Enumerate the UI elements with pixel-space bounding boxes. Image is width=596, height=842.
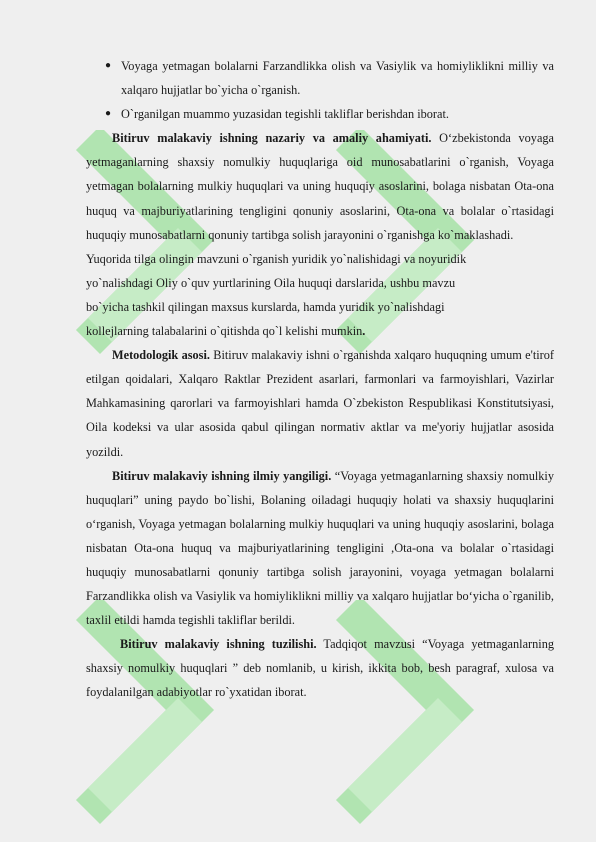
paragraph-line: Yuqorida tilga olingin mavzuni o`rganish yuridik yo`nalishidagi va noyuridik xyxy=(86,251,467,266)
bullet-text: Voyaga yetmagan bolalarni Farzandlikka olish va Vasiylik va homiyliklikni milliy va xalqaro hujjatlar bo`yicha o`rganish. xyxy=(121,59,554,98)
paragraph-line: kollejlarning talabalarini o`qitishda qo`l kelishi mumkin xyxy=(86,324,363,339)
bullet-icon: ● xyxy=(105,108,112,120)
paragraph-heading: Bitiruv malakaviy ishning tuzilishi. xyxy=(120,637,317,652)
paragraph-significance xyxy=(86,126,554,246)
list-item xyxy=(86,102,554,126)
paragraph-end-mark: . xyxy=(362,324,366,339)
paragraph-heading: Bitiruv malakaviy ishning ilmiy yangiligi. xyxy=(112,468,332,483)
list-item xyxy=(86,54,554,102)
paragraph-text: “Voyaga yetmaganlarning shaxsiy nomulkiy huquqlari” uning paydo bo`lishi, Bolaning oiladagi huquqiy holati va shaxsiy huquqlarini o‘rganish, Voyaga yetmagan bolalarning mulkiy huquqlari va uning huquqiy asoslarini, bolaga nisbatan Ota-ona huquq va majburiyatlarining tengligini ,Ota-ona va bolalar o`rtasidagi huquqiy munosabatlarni qonuniy tartibga solish jarayonini, voyaga yetmagan bolalarni Farzandlikka olish va Vasiylik va homiyliklikni milliy va xalqaro hujjatlar bo‘yicha o`rganilib, taxlil etildi hamda tegishli takliflar berildi. xyxy=(86,468,554,628)
paragraph-text: Tadqiqot mavzusi “Voyaga yetmaganlarning shaxsiy nomulkiy huquqlari ” deb nomlanib, u kirish, ikkita bob, besh paragraf, xulosa va foydalanilgan adabiyotlar ro`yxatidan iborat. xyxy=(86,637,554,700)
bullet-icon: ● xyxy=(105,60,112,71)
paragraph-text: O‘zbekistonda voyaga yetmaganlarning shaxsiy nomulkiy huquqlariga oid munosabatlarini o`rganish, Voyaga yetmagan bolalarning mulkiy huquqlari va uning huquqiy asoslarini, bolaga nisbatan Ota-ona huquq va majburiyatlarining tengligini qonuniy asoslarini, Ota-ona va bolalar o`rtasidagi huquqiy munosabatlarni qonuniy tartibga solish jarayonini o`rganishga ko`maklashadi. xyxy=(86,131,555,242)
bullet-list xyxy=(86,54,554,126)
paragraph-line: yo`nalishdagi Oliy o`quv yurtlarining Oila huquqi darslarida, ushbu mavzu xyxy=(86,275,456,290)
paragraph-heading: Bitiruv malakaviy ishning nazariy va amaliy ahamiyati. xyxy=(112,131,432,146)
paragraph-line: bo`yicha tashkil qilingan maxsus kurslarda, hamda yuridik yo`nalishdagi xyxy=(86,299,445,314)
document-body xyxy=(86,54,554,705)
bullet-text: O`rganilgan muammo yuzasidan tegishli takliflar berishdan iborat. xyxy=(121,107,449,122)
paragraph-heading: Metodologik asosi. xyxy=(112,348,210,363)
paragraph-novelty xyxy=(86,464,554,633)
paragraph-application xyxy=(86,247,554,343)
paragraph-structure xyxy=(86,632,554,704)
paragraph-methodology xyxy=(86,343,554,463)
paragraph-text: Bitiruv malakaviy ishni o`rganishda xalqaro huquqning umum e'tirof etilgan qoidalari, Xalqaro Raktlar Prezident asarlari, farmonlari va farmoyishlari, Vazirlar Mahkamasining qarorlari va farmoyishlari hamda O`zbekiston Respublikasi Konstitutsiyasi, Oila kodeksi va ular asosida qabul qilingan normativ aktlar va me'yoriy hujjatlar asosida yozildi. xyxy=(86,348,554,459)
